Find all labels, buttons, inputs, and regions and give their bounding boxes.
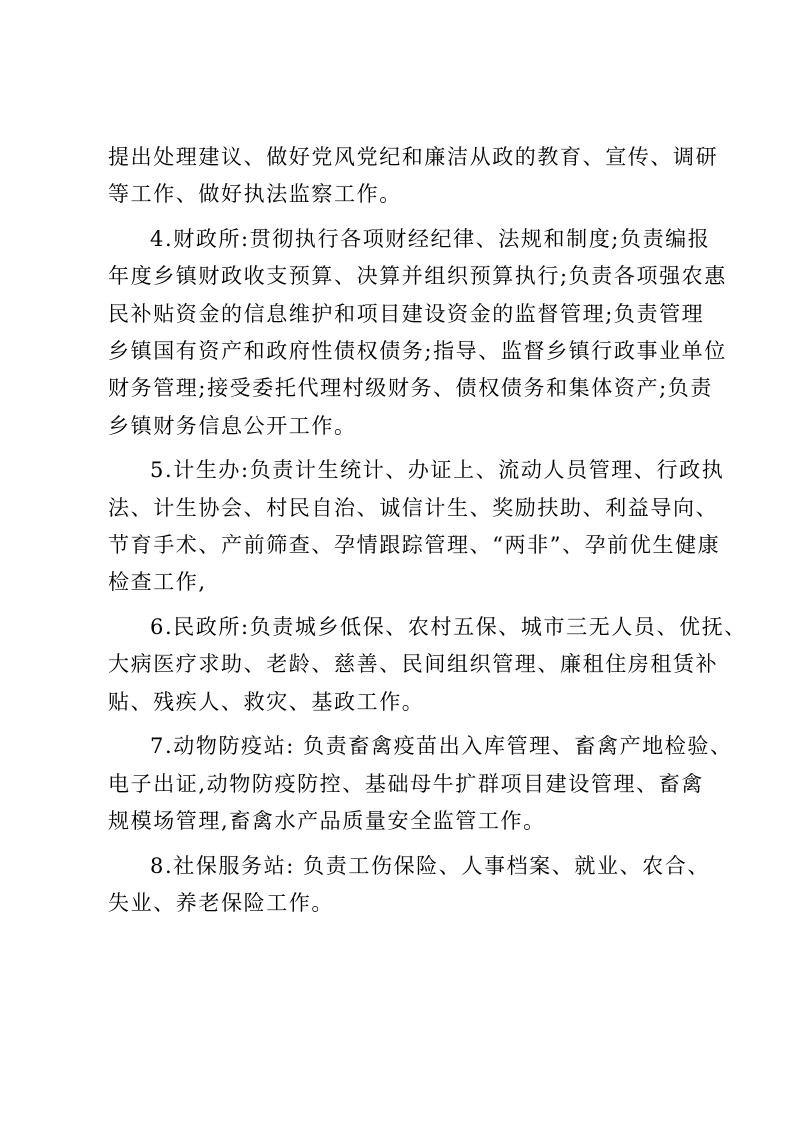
paragraph-civil-affairs-office bbox=[108, 609, 747, 721]
text-line: 大病医疗求助、老龄、慈善、民间组织管理、廉租住房租赁补 bbox=[108, 652, 719, 677]
text-line: 等工作、做好执法监察工作。 bbox=[108, 182, 402, 207]
paragraph-social-security-station bbox=[108, 848, 710, 923]
text-line: 失业、养老保险工作。 bbox=[108, 891, 334, 916]
text-line: 民补贴资金的信息维护和项目建设资金的监督管理;负责管理 bbox=[108, 301, 705, 326]
text-line: 提出处理建议、做好党风党纪和廉洁从政的教育、宣传、调研 bbox=[108, 145, 719, 169]
text-line: 乡镇财务信息公开工作。 bbox=[108, 413, 357, 438]
paragraph-animal-epidemic-station bbox=[108, 728, 733, 840]
text-line: 财务管理;接受委托代理村级财务、债权债务和集体资产;负责 bbox=[108, 376, 713, 401]
text-line: 电子出证,动物防疫防控、基础母牛扩群项目建设管理、畜禽 bbox=[108, 771, 704, 796]
text-line: 规模场管理,畜禽水产品质量安全监管工作。 bbox=[108, 809, 546, 834]
text-line: 节育手术、产前筛查、孕情跟踪管理、“两非”、孕前优生健康 bbox=[108, 532, 721, 557]
paragraph-finance-office bbox=[108, 221, 727, 445]
text-line: 4.财政所:贯彻执行各项财经纪律、法规和制度;负责编报 bbox=[150, 227, 711, 252]
paragraph-family-planning-office bbox=[108, 452, 725, 601]
text-line: 5.计生办:负责计生统计、办证上、流动人员管理、行政执 bbox=[150, 458, 725, 483]
text-line: 法、计生协会、村民自治、诚信计生、奖励扶助、利益导向、 bbox=[108, 495, 719, 520]
text-line: 7.动物防疫站: 负责畜禽疫苗出入库管理、畜禽产地检验、 bbox=[150, 734, 733, 759]
document-page bbox=[108, 139, 747, 922]
text-line: 6.民政所:负责城乡低保、农村五保、城市三无人员、优抚、 bbox=[150, 615, 747, 640]
text-line: 贴、残疾人、救灾、基政工作。 bbox=[108, 689, 425, 714]
paragraph-discipline-continued bbox=[108, 139, 719, 214]
text-line: 年度乡镇财政收支预算、决算并组织预算执行;负责各项强农惠 bbox=[108, 264, 727, 289]
text-line: 8.社保服务站: 负责工伤保险、人事档案、就业、农合、 bbox=[150, 853, 710, 878]
text-line: 乡镇国有资产和政府性债权债务;指导、监督乡镇行政事业单位 bbox=[108, 338, 727, 363]
text-line: 检查工作, bbox=[108, 570, 207, 595]
